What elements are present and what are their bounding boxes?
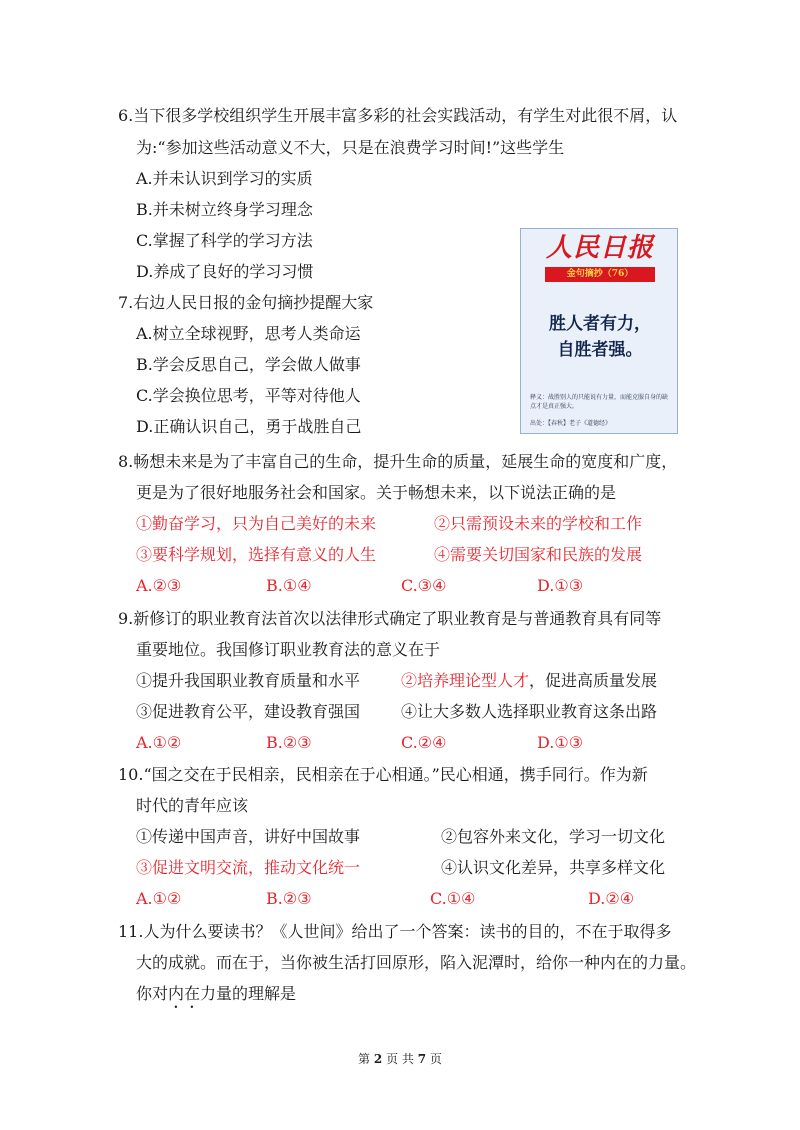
- q8-statement-3: ③要科学规划，选择有意义的人生: [136, 545, 377, 564]
- q6-stem-line1: 6.当下很多学校组织学生开展丰富多彩的社会实践活动，有学生对此很不屑，认: [118, 106, 678, 125]
- q9-statement-1: ①提升我国职业教育质量和水平: [136, 671, 361, 690]
- motto-explanation: 释义：战胜别人的只能说有力量，而能克服自身的缺点才是真正强大。: [530, 394, 669, 410]
- q8-statement-4: ④需要关切国家和民族的发展: [434, 545, 643, 564]
- newspaper-ribbon: 金句摘抄（76）: [545, 267, 655, 282]
- q7-stem: 7.右边人民日报的金句摘抄提醒大家: [118, 293, 374, 312]
- q10-stem-line1: 10.“国之交在于民相亲，民相亲在于心相通。”民心相通，携手同行。作为新: [118, 765, 648, 784]
- q6-stem-line2: 为:“参加这些活动意义不大，只是在浪费学习时间!”这些学生: [136, 138, 565, 157]
- q10-statement-1: ①传递中国声音，讲好中国故事: [136, 827, 361, 846]
- q10-statement-3: ③促进文明交流，推动文化统一: [136, 858, 361, 877]
- q9-option-c: C.②④: [401, 733, 447, 752]
- q10-option-d: D.②④: [588, 889, 635, 908]
- motto-line1: 胜人者有力，: [549, 314, 651, 334]
- q8-option-b: B.①④: [266, 576, 312, 595]
- motto-line2: 自胜者强。: [557, 340, 643, 360]
- q6-option-d: D.养成了良好的学习习惯: [136, 262, 314, 281]
- q9-option-b: B.②③: [266, 733, 312, 752]
- q6-option-b: B.并未树立终身学习理念: [136, 200, 313, 219]
- q7-option-c: C.学会换位思考，平等对待他人: [136, 386, 361, 405]
- q8-option-d: D.①③: [537, 576, 584, 595]
- q6-option-a: A.并未认识到学习的实质: [136, 169, 313, 188]
- footer-total-pages: 7: [417, 1052, 427, 1066]
- footer-mid: 页 共: [386, 1052, 414, 1066]
- q11-stem-line1: 11.人为什么要读书？《人世间》给出了一个答案：读书的目的，不在于取得多: [118, 922, 672, 941]
- q8-option-a: A.②③: [136, 576, 182, 595]
- page-footer: [0, 1051, 800, 1067]
- q11-emphasis-inner: 内在: [168, 984, 201, 1003]
- q11-stem-line3: [136, 984, 296, 1012]
- q9-stem-line2: 重要地位。我国修订职业教育法的意义在于: [136, 640, 441, 659]
- footer-pre: 第: [358, 1052, 371, 1066]
- q11-stem-line3-part1: 你对: [136, 984, 169, 1003]
- q10-option-c: C.①④: [430, 889, 476, 908]
- motto-source: 出处：【春秋】老子《道德经》: [530, 420, 612, 427]
- q10-option-b: B.②③: [266, 889, 312, 908]
- footer-page-number: 2: [373, 1052, 383, 1066]
- q9-statement-2-highlight: ②培养理论型人才: [401, 671, 530, 690]
- newspaper-masthead: 人民日报: [545, 233, 654, 263]
- q10-stem-line2: 时代的青年应该: [136, 796, 249, 815]
- q9-statement-2-rest: ，促进高质量发展: [529, 671, 658, 690]
- q10-statement-2: ②包容外来文化，学习一切文化: [441, 827, 666, 846]
- newspaper-quote-card: [520, 228, 678, 434]
- q9-statement-2: [401, 671, 657, 691]
- q9-statement-4: ④让大多数人选择职业教育这条出路: [401, 702, 658, 721]
- footer-post: 页: [429, 1052, 442, 1066]
- q10-statement-4: ④认识文化差异，共享多样文化: [441, 858, 666, 877]
- q7-option-a: A.树立全球视野，思考人类命运: [136, 324, 361, 343]
- q8-option-c: C.③④: [401, 576, 447, 595]
- q9-option-a: A.①②: [136, 733, 182, 752]
- q6-option-c: C.掌握了科学的学习方法: [136, 231, 313, 250]
- q9-statement-3: ③促进教育公平，建设教育强国: [136, 702, 361, 721]
- q11-stem-line2: 大的成就。而在于，当你被生活打回原形，陷入泥潭时，给你一种内在的力量。: [136, 953, 697, 972]
- q7-option-b: B.学会反思自己，学会做人做事: [136, 355, 361, 374]
- q10-option-a: A.①②: [136, 889, 182, 908]
- q8-stem-line1: 8.畅想未来是为了丰富自己的生命，提升生命的质量，延展生命的宽度和广度，: [118, 452, 678, 471]
- q8-statement-2: ②只需预设未来的学校和工作: [434, 514, 643, 533]
- q9-stem-line1: 9.新修订的职业教育法首次以法律形式确定了职业教育是与普通教育具有同等: [118, 609, 662, 628]
- q8-statement-1: ①勤奋学习，只为自己美好的未来: [136, 514, 377, 533]
- q9-option-d: D.①③: [537, 733, 584, 752]
- q7-option-d: D.正确认识自己，勇于战胜自己: [136, 417, 362, 436]
- q8-stem-line2: 更是为了很好地服务社会和国家。关于畅想未来，以下说法正确的是: [136, 483, 617, 502]
- q11-stem-line3-part3: 力量的理解是: [200, 984, 297, 1003]
